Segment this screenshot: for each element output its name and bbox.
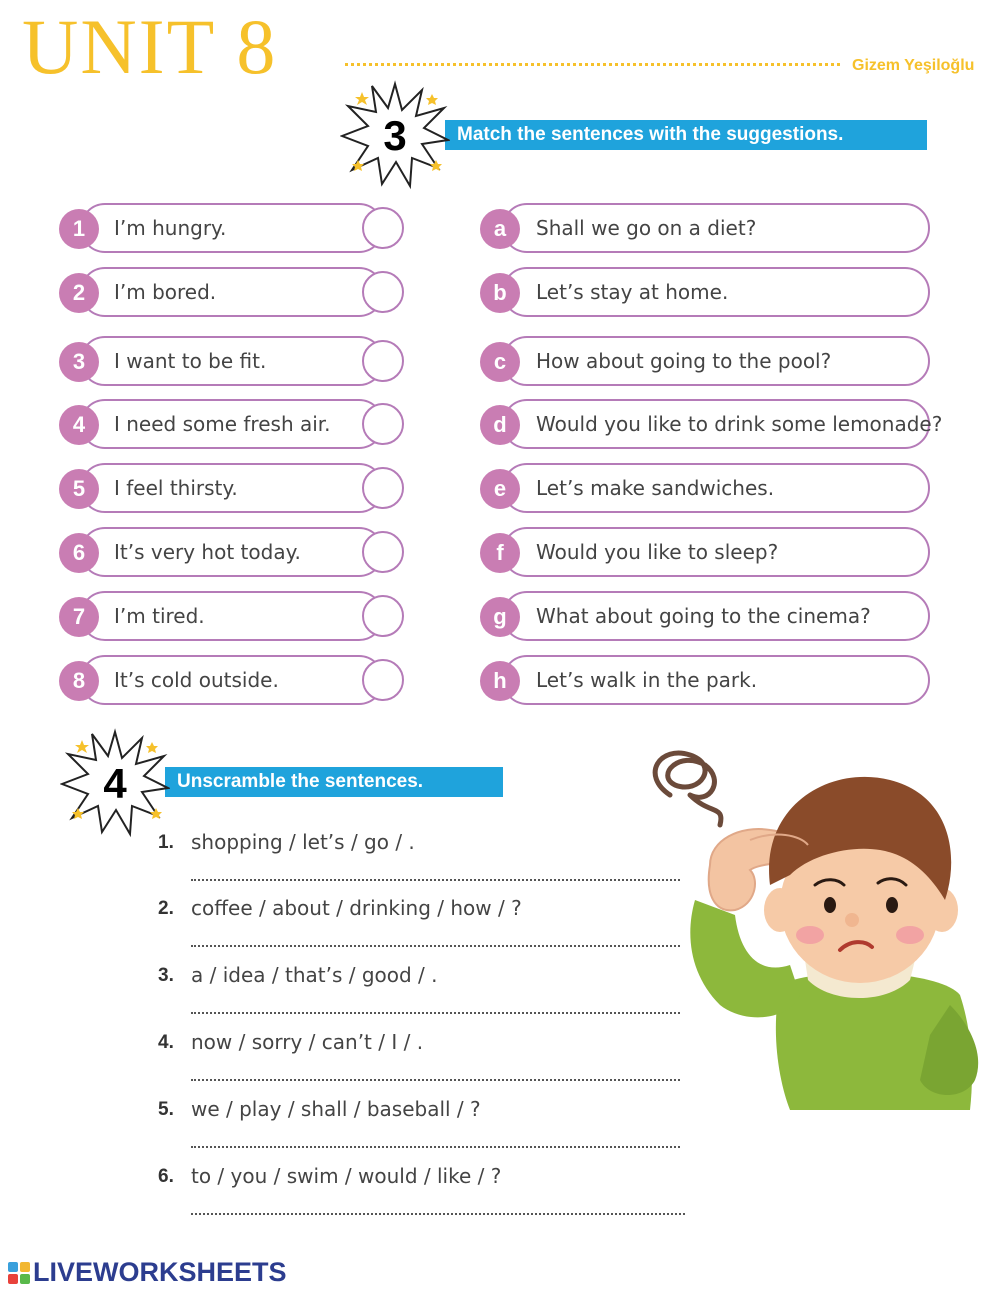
sentence-text: I’m hungry. — [114, 216, 227, 240]
suggestion-text: What about going to the cinema? — [536, 604, 871, 628]
liveworksheets-logo[interactable] — [8, 1257, 287, 1288]
sentence-text: I feel thirsty. — [114, 476, 238, 500]
suggestion-row — [502, 203, 930, 253]
answer-line-2[interactable] — [191, 945, 680, 947]
suggestion-row — [502, 399, 943, 449]
suggestion-letter-badge: f — [480, 533, 520, 573]
suggestion-letter-badge: d — [480, 405, 520, 445]
sentence-row — [80, 399, 384, 449]
sentence-row — [80, 336, 384, 386]
sentence-number-badge: 2 — [59, 273, 99, 313]
scrambled-words: coffee / about / drinking / how / ? — [191, 896, 522, 920]
suggestion-letter-badge: a — [480, 209, 520, 249]
section4-number: 4 — [103, 760, 127, 807]
suggestion-row — [502, 463, 930, 513]
section3-number: 3 — [383, 112, 407, 159]
item-number: 2. — [158, 898, 174, 919]
answer-input-2[interactable] — [362, 271, 404, 313]
suggestion-letter-badge: e — [480, 469, 520, 509]
sentence-row — [80, 203, 384, 253]
section3-banner — [445, 120, 927, 150]
sentence-number-badge: 8 — [59, 661, 99, 701]
section3-instruction: Match the sentences with the suggestions. — [445, 120, 927, 150]
answer-input-4[interactable] — [362, 403, 404, 445]
item-number: 6. — [158, 1166, 174, 1187]
sentence-number-badge: 4 — [59, 405, 99, 445]
sentence-number-badge: 7 — [59, 597, 99, 637]
suggestion-text: Would you like to drink some lemonade? — [536, 412, 943, 436]
suggestion-row — [502, 591, 930, 641]
suggestion-row — [502, 527, 930, 577]
suggestion-text: Shall we go on a diet? — [536, 216, 757, 240]
answer-line-1[interactable] — [191, 879, 680, 881]
suggestion-letter-badge: g — [480, 597, 520, 637]
item-number: 4. — [158, 1032, 174, 1053]
logo-blocks-icon — [8, 1262, 30, 1284]
answer-line-5[interactable] — [191, 1146, 680, 1148]
suggestion-row — [502, 336, 930, 386]
suggestion-letter-badge: h — [480, 661, 520, 701]
sentence-row — [80, 463, 384, 513]
sentence-number-badge: 5 — [59, 469, 99, 509]
answer-line-4[interactable] — [191, 1079, 680, 1081]
section3-burst-icon — [340, 80, 450, 190]
scrambled-words: to / you / swim / would / like / ? — [191, 1164, 502, 1188]
section4-burst-icon — [60, 728, 170, 838]
answer-input-6[interactable] — [362, 531, 404, 573]
suggestion-row — [502, 655, 930, 705]
sentence-text: I want to be fit. — [114, 349, 267, 373]
answer-input-5[interactable] — [362, 467, 404, 509]
suggestion-text: How about going to the pool? — [536, 349, 832, 373]
suggestion-text: Let’s stay at home. — [536, 280, 729, 304]
section4-instruction: Unscramble the sentences. — [165, 767, 503, 797]
sentence-row — [80, 527, 384, 577]
scrambled-words: now / sorry / can’t / I / . — [191, 1030, 424, 1054]
section4-banner — [165, 767, 503, 797]
answer-input-1[interactable] — [362, 207, 404, 249]
sentence-row — [80, 591, 384, 641]
scrambled-words: a / idea / that’s / good / . — [191, 963, 438, 987]
suggestion-text: Let’s make sandwiches. — [536, 476, 775, 500]
logo-text: LIVEWORKSHEETS — [33, 1257, 287, 1287]
answer-line-3[interactable] — [191, 1012, 680, 1014]
sentence-text: I’m bored. — [114, 280, 217, 304]
suggestion-text: Let’s walk in the park. — [536, 668, 758, 692]
author-name: Gizem Yeşiloğlu — [852, 57, 975, 74]
sentence-text: I need some fresh air. — [114, 412, 331, 436]
answer-input-7[interactable] — [362, 595, 404, 637]
sentence-text: It’s very hot today. — [114, 540, 301, 564]
suggestion-text: Would you like to sleep? — [536, 540, 779, 564]
answer-line-6[interactable] — [191, 1213, 685, 1215]
item-number: 5. — [158, 1099, 174, 1120]
item-number: 1. — [158, 832, 174, 853]
header-dotted-line — [345, 63, 840, 66]
sentence-row — [80, 655, 384, 705]
answer-input-8[interactable] — [362, 659, 404, 701]
scrambled-words: we / play / shall / baseball / ? — [191, 1097, 481, 1121]
sentence-text: I’m tired. — [114, 604, 205, 628]
item-number: 3. — [158, 965, 174, 986]
answer-input-3[interactable] — [362, 340, 404, 382]
suggestion-row — [502, 267, 930, 317]
sentence-number-badge: 6 — [59, 533, 99, 573]
unit-title: UNIT 8 — [22, 3, 278, 90]
suggestion-letter-badge: c — [480, 342, 520, 382]
sentence-text: It’s cold outside. — [114, 668, 279, 692]
sentence-number-badge: 1 — [59, 209, 99, 249]
confused-boy-illustration — [630, 735, 990, 1115]
suggestion-letter-badge: b — [480, 273, 520, 313]
sentence-number-badge: 3 — [59, 342, 99, 382]
scrambled-words: shopping / let’s / go / . — [191, 830, 415, 854]
sentence-row — [80, 267, 384, 317]
